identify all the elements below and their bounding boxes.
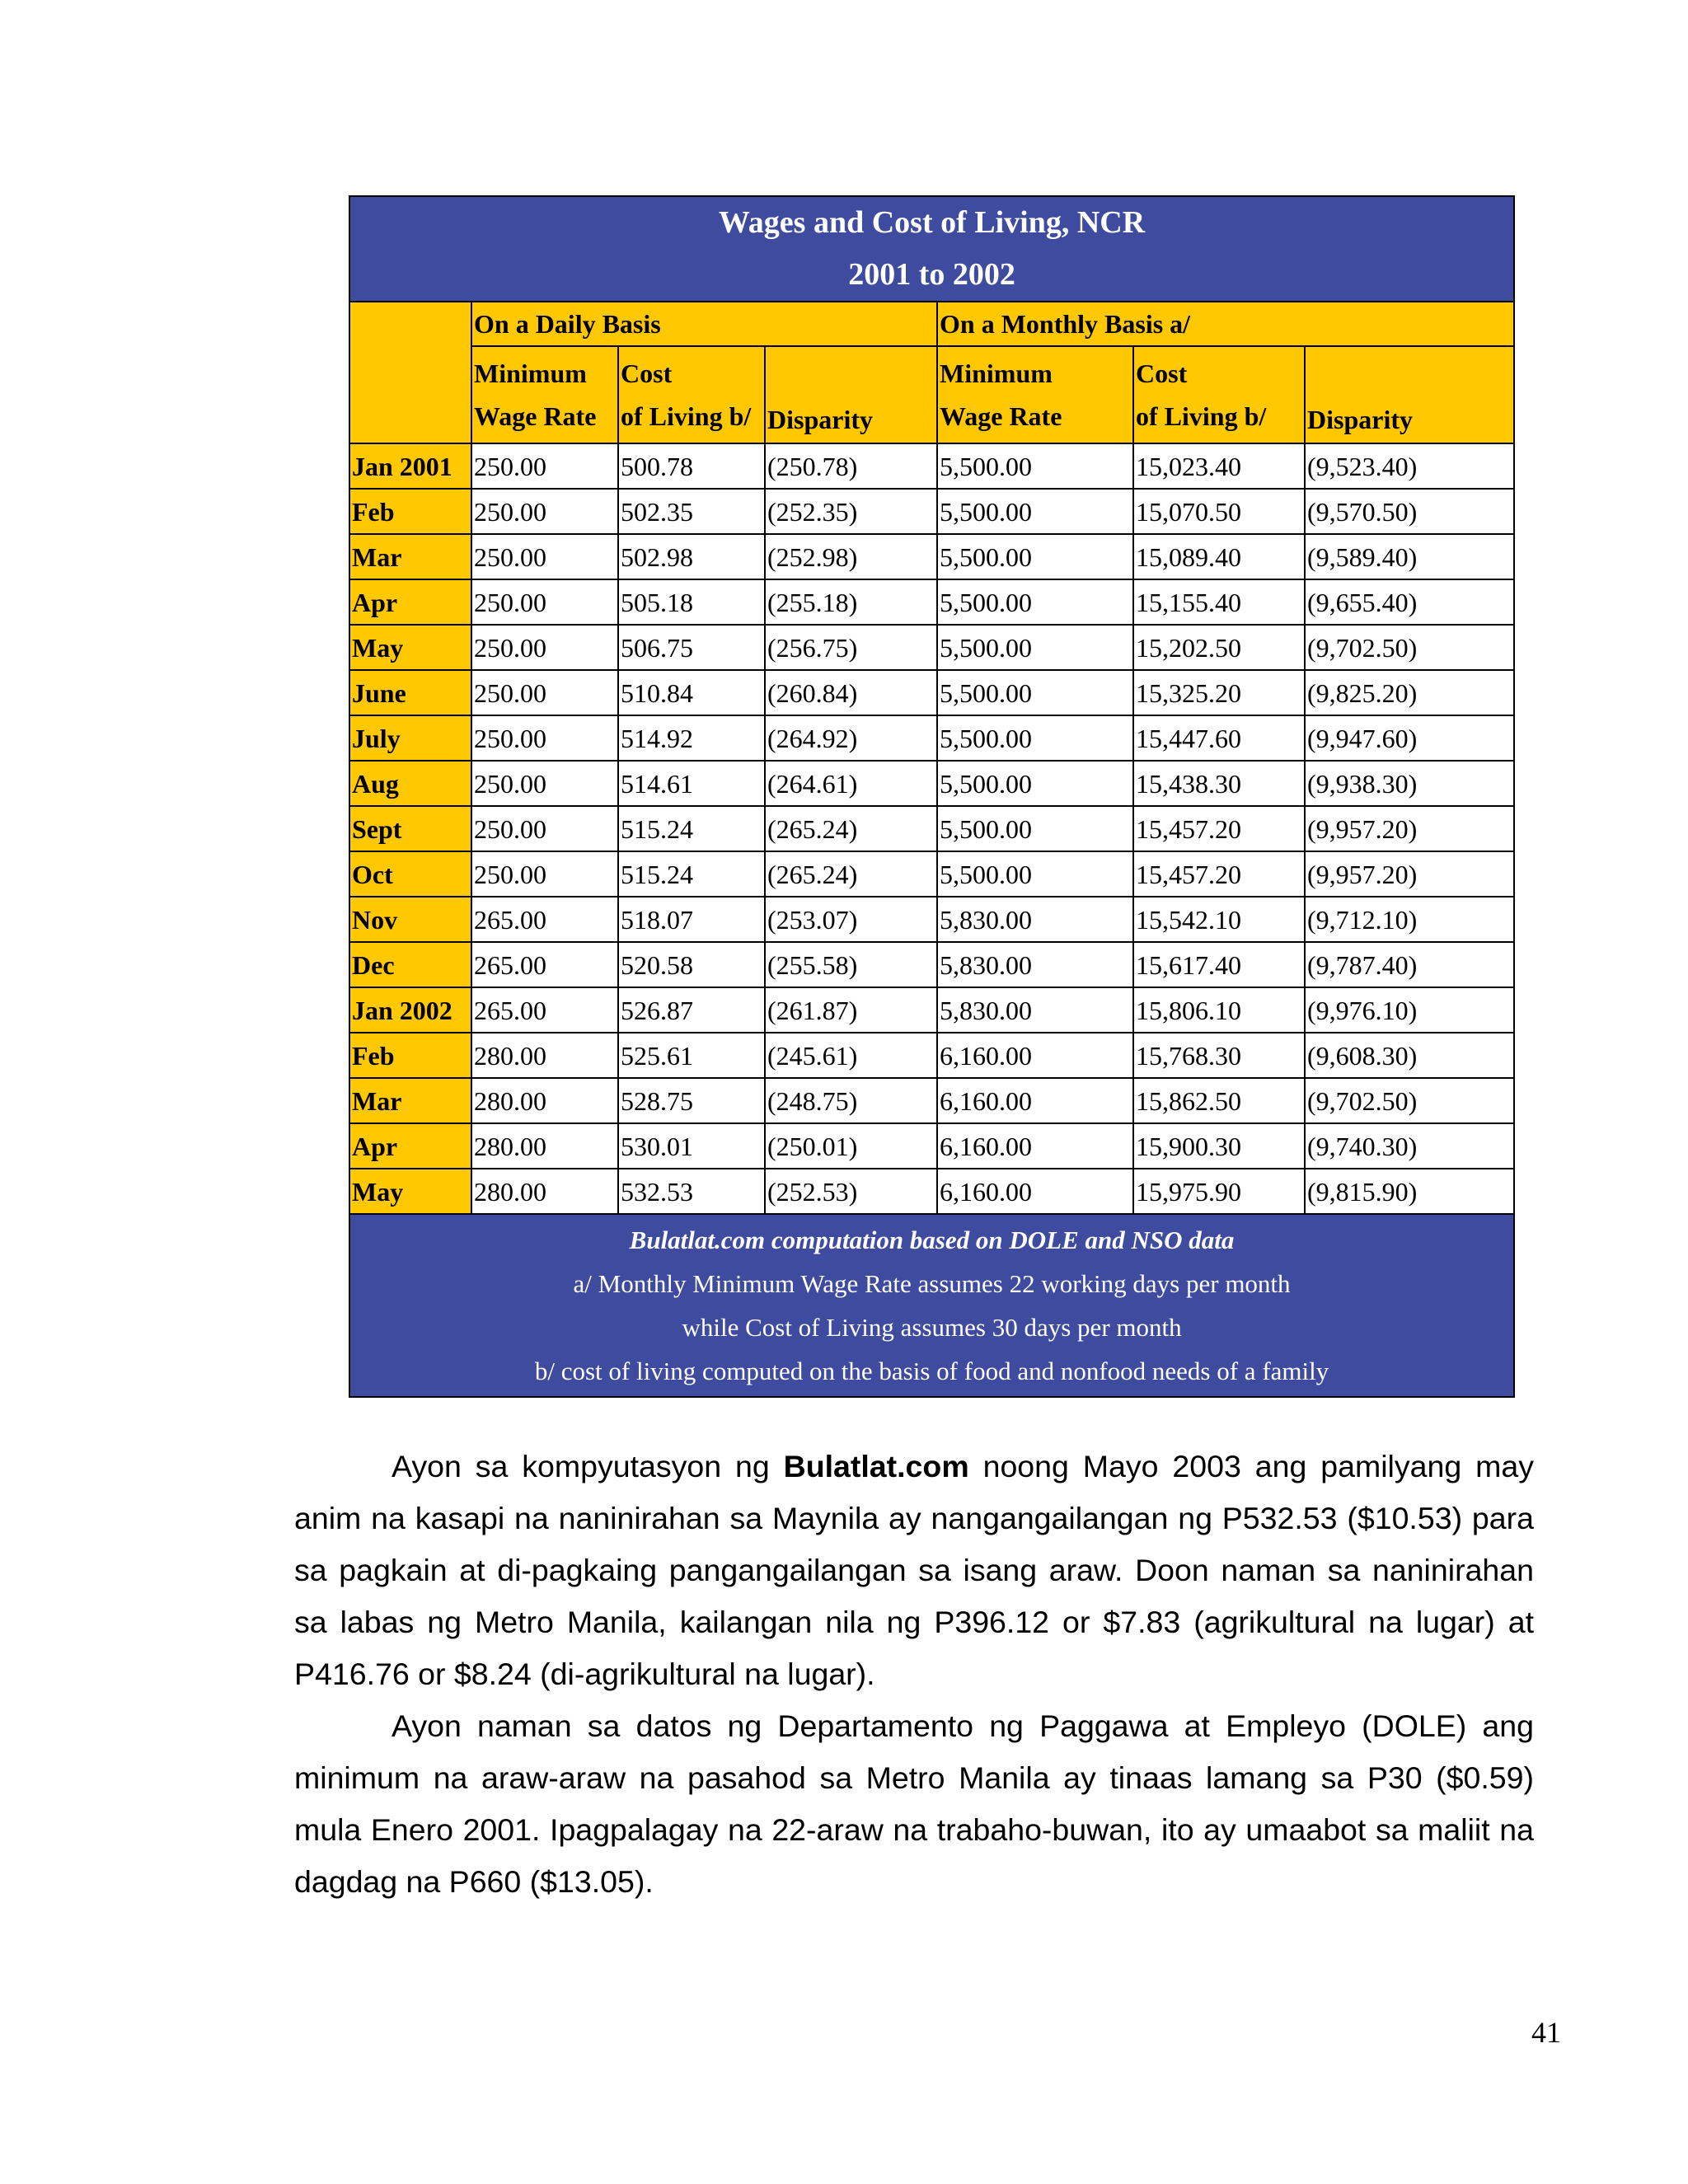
cell-m-min: 5,500.00 xyxy=(937,851,1133,897)
cell-d-disp: (252.35) xyxy=(765,489,937,534)
row-month-label: Dec xyxy=(349,942,471,987)
cell-d-min: 280.00 xyxy=(471,1033,618,1078)
row-month-label: Jan 2001 xyxy=(349,443,471,489)
row-month-label: Aug xyxy=(349,761,471,806)
cell-m-disp: (9,702.50) xyxy=(1305,1078,1514,1123)
month-header-blank xyxy=(349,302,471,443)
table-row xyxy=(349,715,1514,761)
table-row xyxy=(349,1123,1514,1169)
monthly-basis-header: On a Monthly Basis a/ xyxy=(937,302,1514,346)
header-line: Cost xyxy=(621,359,673,388)
daily-cost-header xyxy=(618,346,765,443)
cell-d-cost: 530.01 xyxy=(618,1123,765,1169)
header-line: of Living b/ xyxy=(1136,401,1267,431)
cell-m-min: 6,160.00 xyxy=(937,1078,1133,1123)
footer-note-a-line1: a/ Monthly Minimum Wage Rate assumes 22 working days per month xyxy=(573,1269,1291,1298)
cell-m-cost: 15,023.40 xyxy=(1133,443,1305,489)
daily-min-wage-header xyxy=(471,346,618,443)
cell-m-cost: 15,617.40 xyxy=(1133,942,1305,987)
cell-m-min: 5,500.00 xyxy=(937,761,1133,806)
table-footer xyxy=(349,1214,1514,1397)
cell-m-disp: (9,570.50) xyxy=(1305,489,1514,534)
cell-m-min: 6,160.00 xyxy=(937,1123,1133,1169)
cell-d-disp: (260.84) xyxy=(765,670,937,715)
cell-d-min: 265.00 xyxy=(471,942,618,987)
row-month-label: Feb xyxy=(349,489,471,534)
cell-m-cost: 15,457.20 xyxy=(1133,806,1305,851)
cell-d-min: 265.00 xyxy=(471,987,618,1033)
cell-d-cost: 525.61 xyxy=(618,1033,765,1078)
header-line: Wage Rate xyxy=(474,401,597,431)
monthly-cost-header xyxy=(1133,346,1305,443)
table-row xyxy=(349,1169,1514,1214)
table-row xyxy=(349,806,1514,851)
cell-m-cost: 15,438.30 xyxy=(1133,761,1305,806)
cell-m-min: 5,500.00 xyxy=(937,670,1133,715)
paragraph-1-start: Ayon sa kompyutasyon ng xyxy=(392,1449,784,1483)
table-row xyxy=(349,1078,1514,1123)
row-month-label: May xyxy=(349,625,471,670)
cell-m-min: 5,500.00 xyxy=(937,489,1133,534)
paragraph-1 xyxy=(294,1441,1534,1700)
cell-m-cost: 15,457.20 xyxy=(1133,851,1305,897)
cell-m-disp: (9,655.40) xyxy=(1305,579,1514,625)
table-title-line2: 2001 to 2002 xyxy=(848,257,1015,292)
cell-m-disp: (9,815.90) xyxy=(1305,1169,1514,1214)
cell-d-min: 250.00 xyxy=(471,443,618,489)
cell-m-cost: 15,806.10 xyxy=(1133,987,1305,1033)
cell-d-disp: (248.75) xyxy=(765,1078,937,1123)
table-row xyxy=(349,942,1514,987)
cell-d-disp: (253.07) xyxy=(765,897,937,942)
table-row xyxy=(349,625,1514,670)
cell-d-cost: 500.78 xyxy=(618,443,765,489)
paragraph-1-bold-source: Bulatlat.com xyxy=(783,1449,969,1483)
row-month-label: Oct xyxy=(349,851,471,897)
cell-d-min: 250.00 xyxy=(471,806,618,851)
cell-m-cost: 15,325.20 xyxy=(1133,670,1305,715)
page-number: 41 xyxy=(1531,2016,1561,2049)
cell-m-disp: (9,957.20) xyxy=(1305,851,1514,897)
cell-d-disp: (265.24) xyxy=(765,806,937,851)
cell-d-disp: (250.78) xyxy=(765,443,937,489)
row-month-label: Nov xyxy=(349,897,471,942)
cell-m-min: 5,830.00 xyxy=(937,897,1133,942)
header-line: Minimum xyxy=(940,359,1053,388)
row-month-label: Mar xyxy=(349,534,471,579)
footer-note-b: b/ cost of living computed on the basis of food and nonfood needs of a family xyxy=(534,1357,1329,1385)
cell-m-disp: (9,702.50) xyxy=(1305,625,1514,670)
cell-d-min: 250.00 xyxy=(471,761,618,806)
cell-d-min: 265.00 xyxy=(471,897,618,942)
cell-m-cost: 15,862.50 xyxy=(1133,1078,1305,1123)
row-month-label: June xyxy=(349,670,471,715)
cell-m-min: 5,830.00 xyxy=(937,987,1133,1033)
cell-d-min: 250.00 xyxy=(471,489,618,534)
cell-d-cost: 510.84 xyxy=(618,670,765,715)
table-title xyxy=(349,196,1514,302)
cell-d-disp: (252.53) xyxy=(765,1169,937,1214)
cell-d-disp: (250.01) xyxy=(765,1123,937,1169)
daily-disparity-header: Disparity xyxy=(765,346,937,443)
row-month-label: Jan 2002 xyxy=(349,987,471,1033)
cell-m-min: 6,160.00 xyxy=(937,1169,1133,1214)
cell-d-cost: 506.75 xyxy=(618,625,765,670)
cell-m-disp: (9,608.30) xyxy=(1305,1033,1514,1078)
cell-m-disp: (9,947.60) xyxy=(1305,715,1514,761)
table-row xyxy=(349,579,1514,625)
cell-m-min: 5,830.00 xyxy=(937,942,1133,987)
cell-d-disp: (252.98) xyxy=(765,534,937,579)
cell-m-min: 5,500.00 xyxy=(937,625,1133,670)
cell-m-cost: 15,155.40 xyxy=(1133,579,1305,625)
cell-d-min: 250.00 xyxy=(471,579,618,625)
cell-m-min: 5,500.00 xyxy=(937,715,1133,761)
cell-d-cost: 502.35 xyxy=(618,489,765,534)
monthly-min-wage-header xyxy=(937,346,1133,443)
cell-m-cost: 15,975.90 xyxy=(1133,1169,1305,1214)
cell-d-cost: 532.53 xyxy=(618,1169,765,1214)
cell-d-min: 280.00 xyxy=(471,1078,618,1123)
row-month-label: Mar xyxy=(349,1078,471,1123)
cell-d-min: 250.00 xyxy=(471,534,618,579)
cell-d-min: 250.00 xyxy=(471,670,618,715)
cell-m-disp: (9,523.40) xyxy=(1305,443,1514,489)
cell-m-disp: (9,712.10) xyxy=(1305,897,1514,942)
table-row xyxy=(349,761,1514,806)
cell-d-cost: 518.07 xyxy=(618,897,765,942)
row-month-label: July xyxy=(349,715,471,761)
row-month-label: May xyxy=(349,1169,471,1214)
header-line: Minimum xyxy=(474,359,587,388)
cell-m-min: 6,160.00 xyxy=(937,1033,1133,1078)
cell-m-disp: (9,957.20) xyxy=(1305,806,1514,851)
table-row xyxy=(349,489,1514,534)
cell-m-disp: (9,589.40) xyxy=(1305,534,1514,579)
footer-source: Bulatlat.com computation based on DOLE and NSO data xyxy=(629,1226,1235,1254)
table-row xyxy=(349,987,1514,1033)
monthly-disparity-header: Disparity xyxy=(1305,346,1514,443)
cell-m-cost: 15,070.50 xyxy=(1133,489,1305,534)
table-row xyxy=(349,534,1514,579)
cell-d-cost: 515.24 xyxy=(618,806,765,851)
cell-d-cost: 514.92 xyxy=(618,715,765,761)
cell-d-disp: (245.61) xyxy=(765,1033,937,1078)
cell-m-cost: 15,900.30 xyxy=(1133,1123,1305,1169)
cell-d-cost: 515.24 xyxy=(618,851,765,897)
row-month-label: Apr xyxy=(349,1123,471,1169)
cell-d-disp: (264.61) xyxy=(765,761,937,806)
table-row xyxy=(349,670,1514,715)
header-line: Cost xyxy=(1136,359,1188,388)
cell-m-disp: (9,740.30) xyxy=(1305,1123,1514,1169)
table-row xyxy=(349,851,1514,897)
row-month-label: Apr xyxy=(349,579,471,625)
cell-m-min: 5,500.00 xyxy=(937,806,1133,851)
row-month-label: Sept xyxy=(349,806,471,851)
paragraph-2: Ayon naman sa datos ng Departamento ng Paggawa at Empleyo (DOLE) ang minimum na araw-araw na pasahod sa Metro Manila ay tinaas lamang sa P30 ($0.59) mula Enero 2001. Ipagpalagay na 22-araw na trabaho-buwan, ito ay umaabot sa maliit na dagdag na P660 ($13.05). xyxy=(294,1708,1534,1899)
cell-d-disp: (255.58) xyxy=(765,942,937,987)
cell-d-disp: (256.75) xyxy=(765,625,937,670)
cell-m-cost: 15,447.60 xyxy=(1133,715,1305,761)
cell-d-disp: (264.92) xyxy=(765,715,937,761)
cell-m-min: 5,500.00 xyxy=(937,579,1133,625)
cell-m-disp: (9,787.40) xyxy=(1305,942,1514,987)
table-title-line1: Wages and Cost of Living, NCR xyxy=(718,205,1146,240)
cell-d-min: 250.00 xyxy=(471,715,618,761)
cell-d-cost: 502.98 xyxy=(618,534,765,579)
table-row xyxy=(349,897,1514,942)
cell-d-cost: 528.75 xyxy=(618,1078,765,1123)
cell-d-cost: 505.18 xyxy=(618,579,765,625)
footer-note-a-line2: while Cost of Living assumes 30 days per month xyxy=(682,1313,1182,1342)
cell-d-min: 280.00 xyxy=(471,1123,618,1169)
cell-m-cost: 15,768.30 xyxy=(1133,1033,1305,1078)
cell-d-cost: 526.87 xyxy=(618,987,765,1033)
cell-d-min: 280.00 xyxy=(471,1169,618,1214)
table-row xyxy=(349,1033,1514,1078)
cell-m-disp: (9,938.30) xyxy=(1305,761,1514,806)
cell-d-disp: (255.18) xyxy=(765,579,937,625)
cell-m-min: 5,500.00 xyxy=(937,443,1133,489)
header-line: of Living b/ xyxy=(621,401,752,431)
paragraph-1-rest: noong Mayo 2003 ang pamilyang may anim na kasapi na naninirahan sa Maynila ay nangangailangan ng P532.53 ($10.53) para sa pagkain at di-pagkaing pangangailangan sa isang araw. Doon naman sa naninirahan sa labas ng Metro Manila, kailangan nila ng P396.12 or $7.83 (agrikultural na lugar) at P416.76 or $8.24 (di-agrikultural na lugar). xyxy=(294,1449,1534,1691)
cell-d-min: 250.00 xyxy=(471,851,618,897)
cell-d-min: 250.00 xyxy=(471,625,618,670)
row-month-label: Feb xyxy=(349,1033,471,1078)
cell-d-cost: 520.58 xyxy=(618,942,765,987)
cell-m-cost: 15,542.10 xyxy=(1133,897,1305,942)
cell-m-cost: 15,089.40 xyxy=(1133,534,1305,579)
cell-d-disp: (261.87) xyxy=(765,987,937,1033)
cell-m-disp: (9,976.10) xyxy=(1305,987,1514,1033)
header-line: Wage Rate xyxy=(940,401,1062,431)
cell-d-disp: (265.24) xyxy=(765,851,937,897)
cell-d-cost: 514.61 xyxy=(618,761,765,806)
cell-m-cost: 15,202.50 xyxy=(1133,625,1305,670)
cell-m-disp: (9,825.20) xyxy=(1305,670,1514,715)
cell-m-min: 5,500.00 xyxy=(937,534,1133,579)
wages-cost-of-living-table xyxy=(349,195,1515,1398)
table-row xyxy=(349,443,1514,489)
daily-basis-header: On a Daily Basis xyxy=(471,302,937,346)
